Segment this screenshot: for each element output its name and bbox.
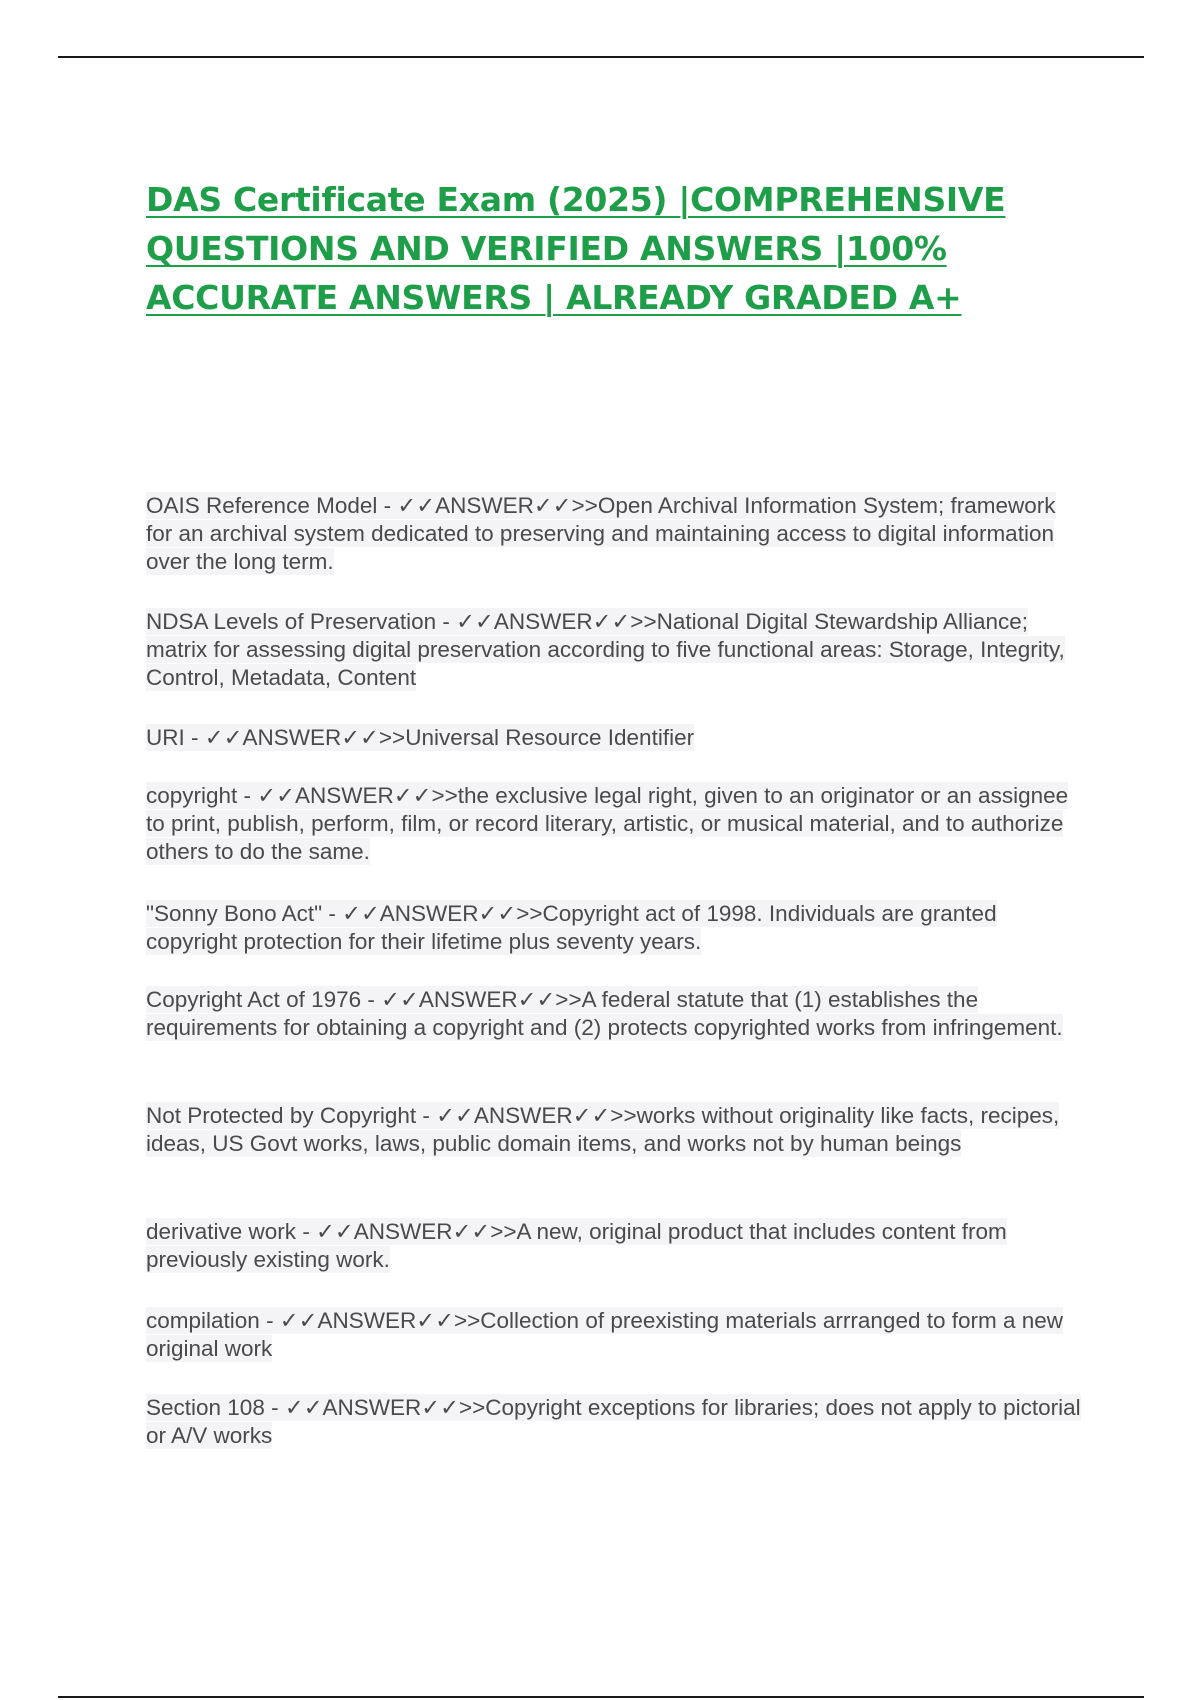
qa-term: compilation [146, 1308, 260, 1333]
answer-marker: - ✓✓ANSWER✓✓>> [259, 1308, 481, 1333]
top-rule [58, 56, 1144, 58]
qa-item [146, 724, 1086, 752]
qa-answer: A federal statute that (1) establishes the requirements for obtaining a copyright and (2) protects copyrighted works from infringement. [146, 987, 1063, 1040]
qa-term: OAIS Reference Model [146, 493, 378, 518]
qa-item [146, 1307, 1086, 1363]
qa-item [146, 1102, 1086, 1158]
qa-term: Not Protected by Copyright [146, 1103, 417, 1128]
qa-term: Copyright Act of 1976 [146, 987, 362, 1012]
qa-item [146, 900, 1086, 956]
qa-answer: Open Archival Information System; framework for an archival system dedicated to preserving and maintaining access to digital information over the long term. [146, 493, 1056, 574]
qa-item [146, 782, 1086, 866]
answer-marker: - ✓✓ANSWER✓✓>> [322, 901, 543, 926]
qa-item [146, 986, 1086, 1042]
answer-marker: - ✓✓ANSWER✓✓>> [296, 1219, 517, 1244]
qa-item [146, 608, 1086, 692]
answer-marker: - ✓✓ANSWER✓✓>> [237, 783, 458, 808]
qa-answer: the exclusive legal right, given to an originator or an assignee to print, publish, perform, film, or record literary, artistic, or musical material, and to authorize others to do the same. [146, 783, 1069, 864]
answer-marker: - ✓✓ANSWER✓✓>> [264, 1395, 486, 1420]
qa-answer: National Digital Stewardship Alliance; matrix for assessing digital preservation according to five functional areas: Storage, Integrity, Control, Metadata, Content [146, 609, 1065, 690]
qa-term: "Sonny Bono Act" [146, 901, 323, 926]
qa-term: derivative work [146, 1219, 297, 1244]
qa-answer: Universal Resource Identifier [405, 725, 695, 750]
qa-answer: works without originality like facts, recipes, ideas, US Govt works, laws, public domain items, and works not by human beings [146, 1103, 1060, 1156]
qa-answer: Copyright exceptions for libraries; does not apply to pictorial or A/V works [146, 1395, 1081, 1448]
qa-item [146, 1394, 1086, 1450]
qa-term: Section 108 [146, 1395, 265, 1420]
qa-term: URI [146, 725, 185, 750]
qa-term: copyright [146, 783, 238, 808]
qa-item [146, 1218, 1086, 1274]
answer-marker: - ✓✓ANSWER✓✓>> [377, 493, 598, 518]
bottom-rule [58, 1696, 1144, 1698]
answer-marker: - ✓✓ANSWER✓✓>> [184, 725, 406, 750]
qa-answer: Copyright act of 1998. Individuals are granted copyright protection for their lifetime plus seventy years. [146, 901, 997, 954]
answer-marker: - ✓✓ANSWER✓✓>> [361, 987, 582, 1012]
qa-term: NDSA Levels of Preservation [146, 609, 437, 634]
answer-marker: - ✓✓ANSWER✓✓>> [416, 1103, 637, 1128]
document-title: DAS Certificate Exam (2025) |COMPREHENSIVE QUESTIONS AND VERIFIED ANSWERS |100% ACCURATE ANSWERS | ALREADY GRADED A+ [146, 180, 1006, 317]
answer-marker: - ✓✓ANSWER✓✓>> [436, 609, 657, 634]
qa-answer: A new, original product that includes content from previously existing work. [146, 1219, 1007, 1272]
qa-answer: Collection of preexisting materials arrranged to form a new original work [146, 1308, 1064, 1361]
qa-item [146, 492, 1086, 576]
